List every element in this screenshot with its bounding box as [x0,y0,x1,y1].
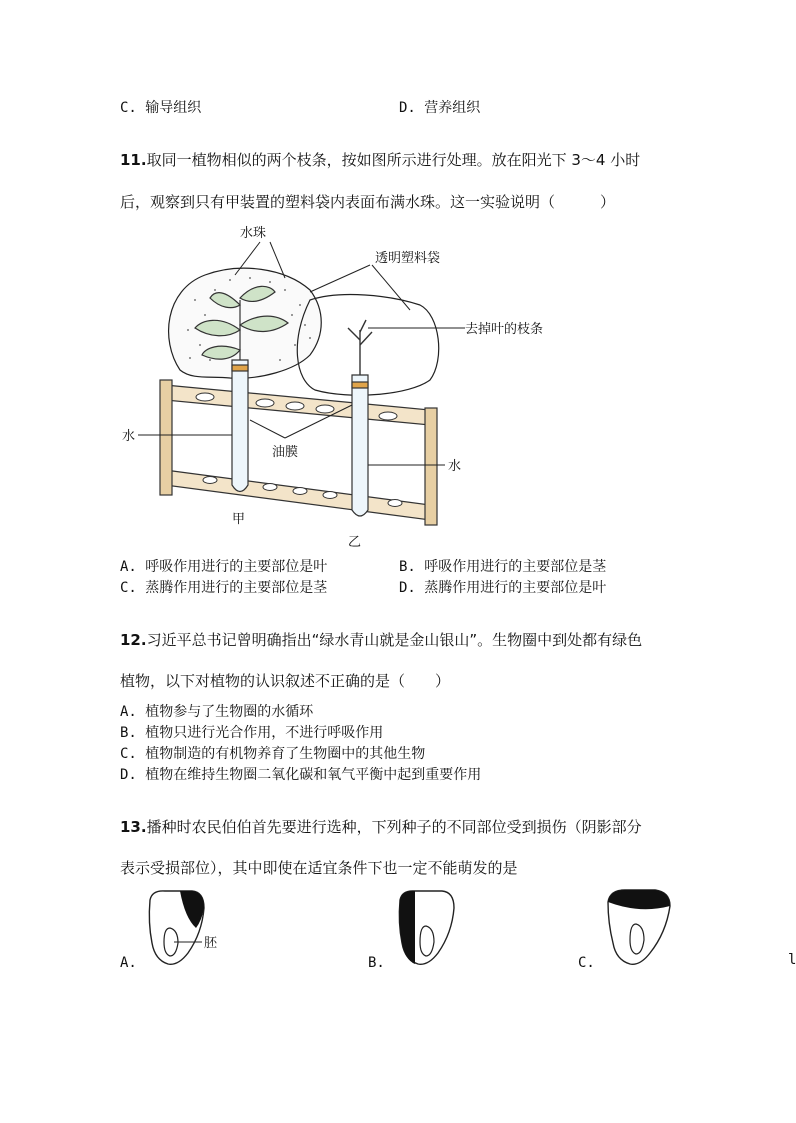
label-leafless-branch: 去掉叶的枝条 [465,322,544,337]
q10-option-d: D. 营养组织 [399,100,481,116]
q13-stem-line2: 表示受损部位），其中即使在适宜条件下也一定不能萌发的是 [120,859,518,877]
seed-diagram-c [600,888,680,968]
seed-diagram-b [390,888,460,968]
q11-option-b: B. 呼吸作用进行的主要部位是茎 [399,559,607,575]
q12-stem-line2: 植物，以下对植物的认识叙述不正确的是（ ） [120,672,451,690]
label-plastic-bag: 透明塑料袋 [375,251,441,266]
label-yi: 乙 [348,535,362,550]
q12-option-a: A. 植物参与了生物圈的水循环 [120,704,314,720]
q12-stem-line1 [120,629,642,650]
q13-option-c: C. [578,955,595,971]
q13-option-d-partial: l [788,952,796,968]
q12-number: 12. [120,631,147,649]
q13-option-b: B. [368,955,385,971]
seed-diagram-a [140,888,230,968]
label-embryo: 胚 [204,936,218,951]
q11-option-c: C. 蒸腾作用进行的主要部位是茎 [120,580,328,596]
q12-text-line1: 习近平总书记曾明确指出“绿水青山就是金山银山”。生物圈中到处都有绿色 [146,631,643,649]
q11-number: 11. [120,151,147,169]
q12-option-d: D. 植物在维持生物圈二氧化碳和氧气平衡中起到重要作用 [120,767,482,783]
q13-text-line1: 播种时农民伯伯首先要进行选种，下列种子的不同部位受到损伤（阴影部分 [146,818,642,836]
label-jia: 甲 [232,512,246,527]
label-water-right: 水 [448,459,462,474]
label-water-drops: 水珠 [240,226,267,241]
q12-option-c: C. 植物制造的有机物养育了生物圈中的其他生物 [120,746,426,762]
q11-text-line1: 取同一植物相似的两个枝条，按如图所示进行处理。放在阳光下 3～4 小时 [146,151,641,169]
label-oil-film: 油膜 [272,445,299,460]
q10-option-c: C. 输导组织 [120,100,202,116]
q13-number: 13. [120,818,147,836]
q13-stem-line1 [120,816,642,837]
q13-option-a: A. [120,955,137,971]
q12-option-b: B. 植物只进行光合作用，不进行呼吸作用 [120,725,384,741]
q11-stem-line2: 后，观察到只有甲装置的塑料袋内表面布满水珠。这一实验说明（ ） [120,193,616,211]
test-tube-yi [352,375,368,516]
q11-option-d: D. 蒸腾作用进行的主要部位是叶 [399,580,607,596]
q11-stem-line1 [120,149,640,170]
q11-option-a: A. 呼吸作用进行的主要部位是叶 [120,559,328,575]
q11-transpiration-figure [110,220,544,550]
label-water-left: 水 [122,429,136,444]
test-tube-jia [232,360,248,492]
